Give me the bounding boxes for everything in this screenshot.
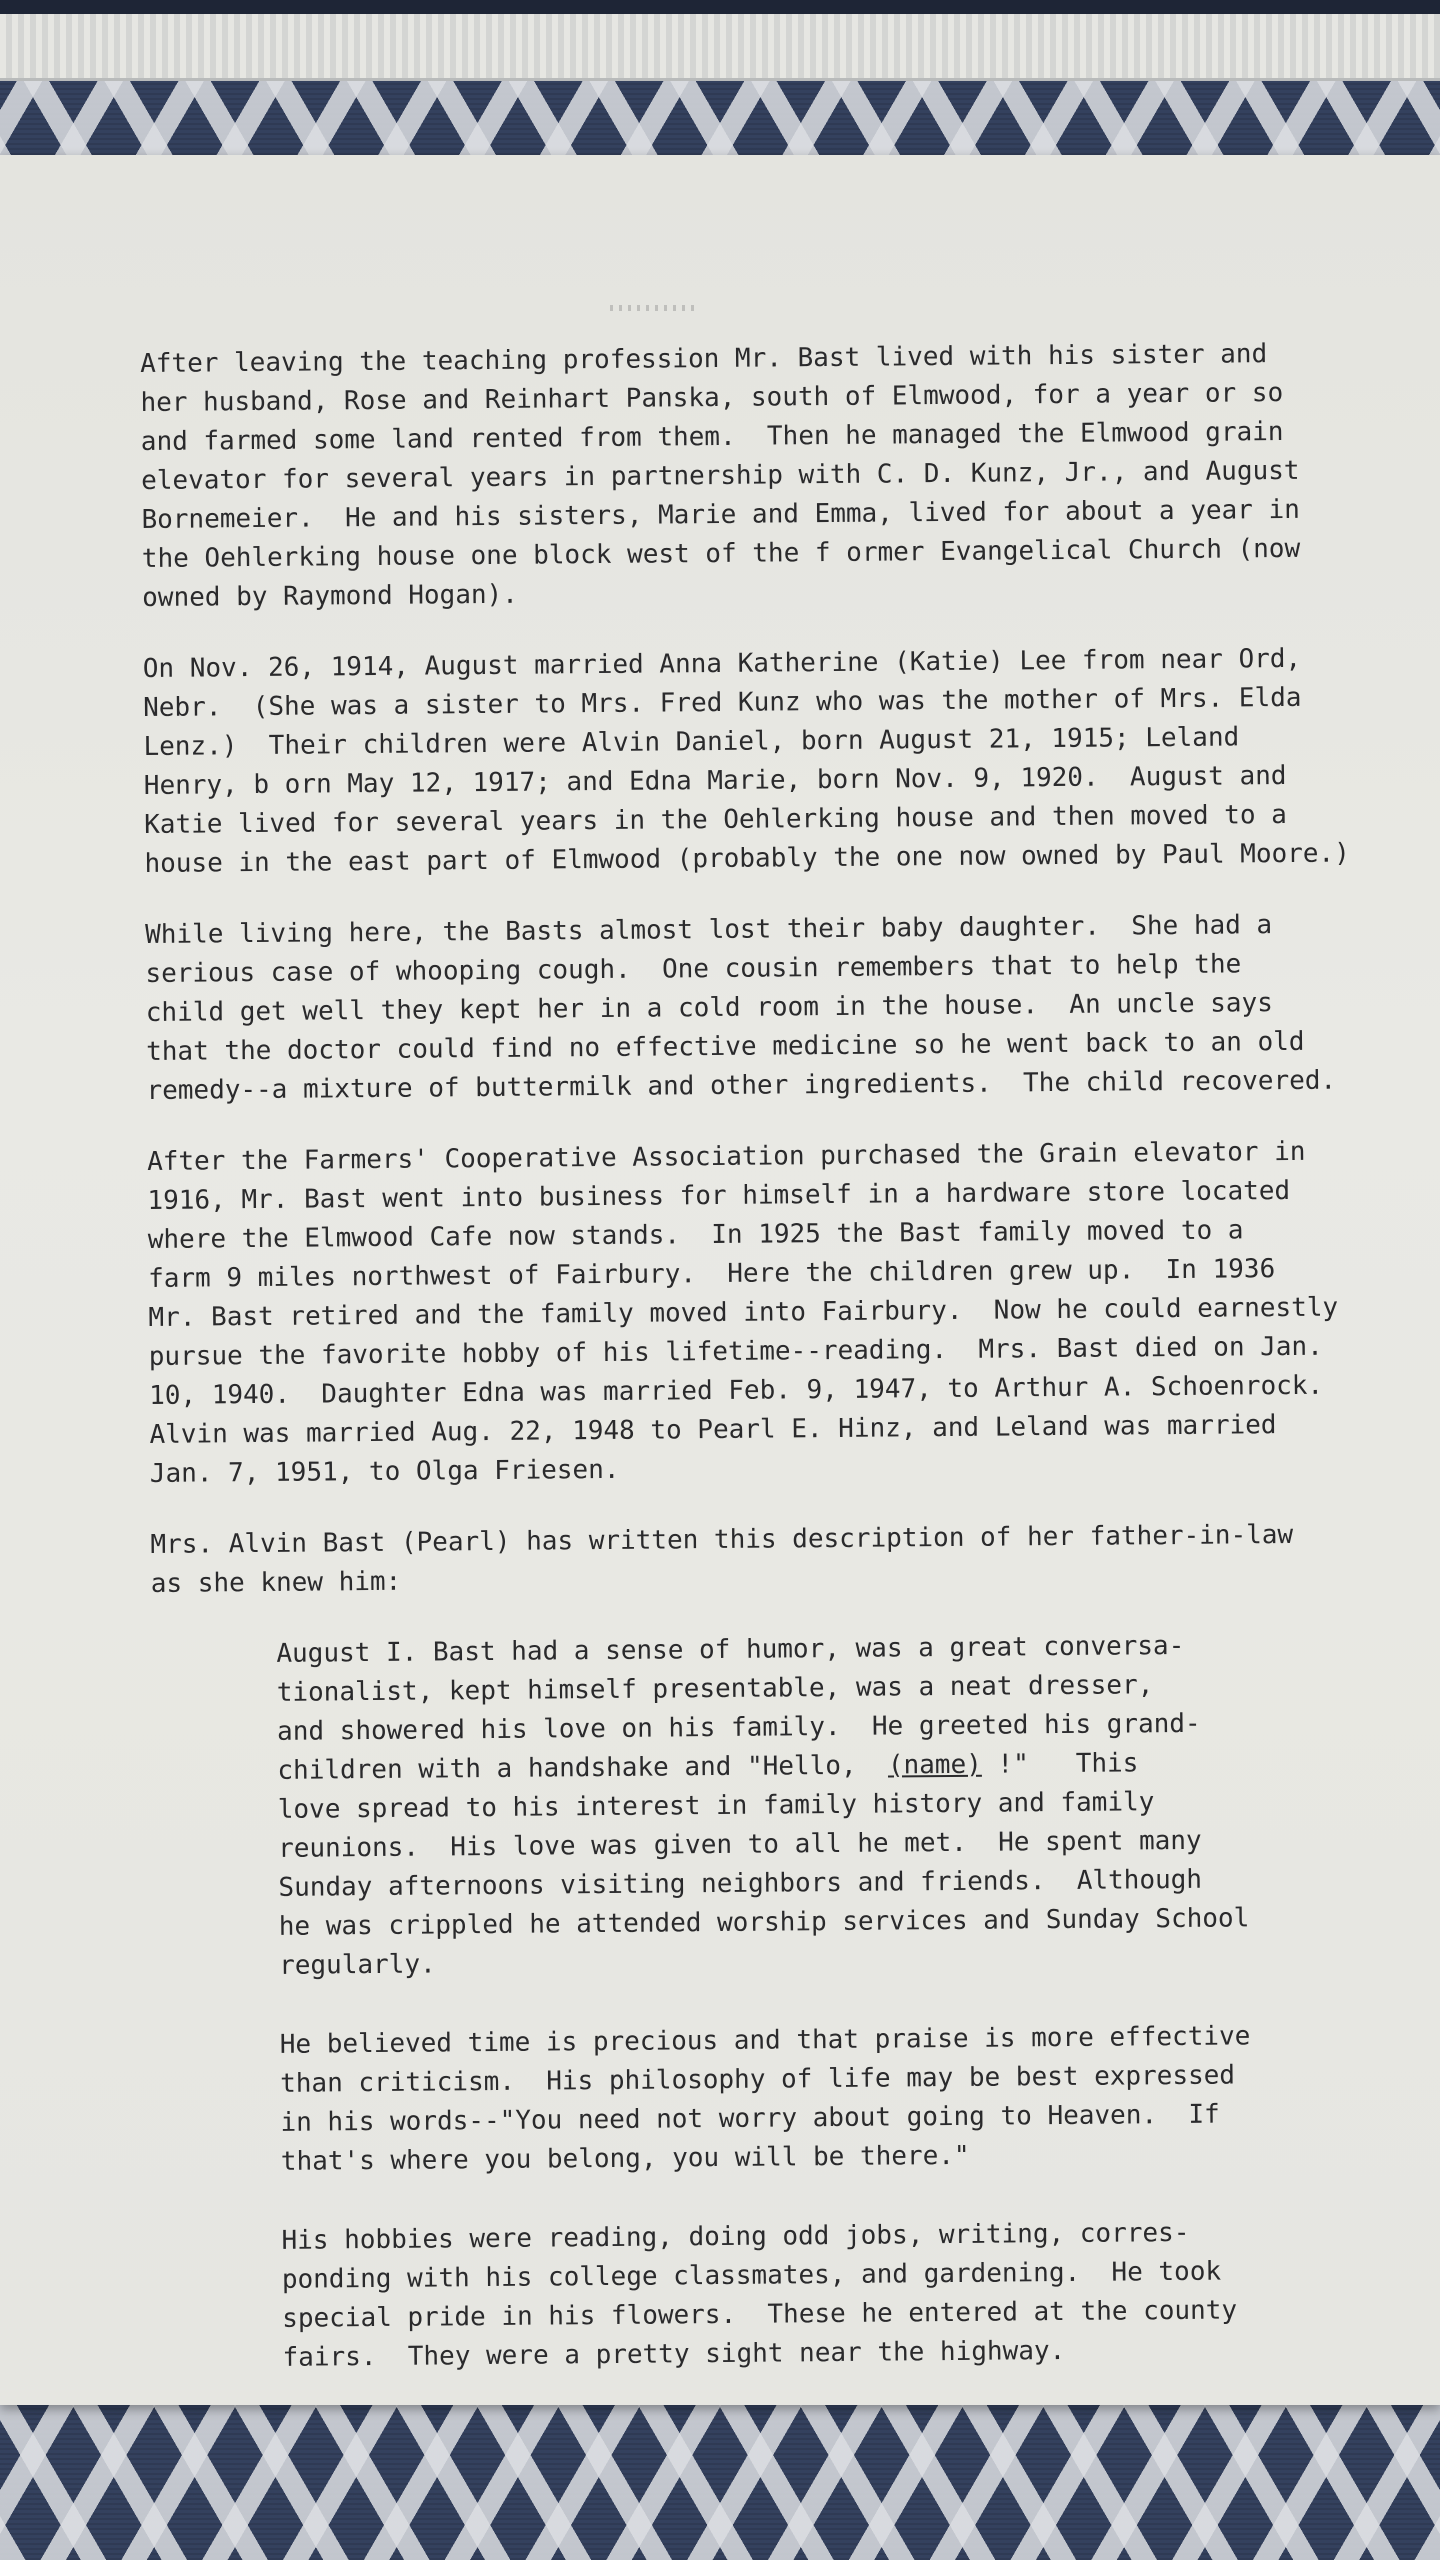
- textile-background-top: [0, 0, 1440, 180]
- paper-speck: [610, 305, 700, 311]
- text-line: After the Farmers' Cooperative Association purchased the Grain elevator in: [146, 1136, 1306, 1177]
- text-line: August I. Bast had a sense of humor, was a great conversa-: [276, 1630, 1185, 1669]
- text-line: and farmed some land rented from them. Then he managed the Elmwood grain: [140, 417, 1284, 457]
- typed-page: [0, 155, 1440, 2405]
- quote-paragraph-3: [281, 2212, 1427, 2378]
- text-line: Bornemeier. He and his sisters, Marie and Emma, lived for about a year in: [141, 494, 1300, 535]
- fabric-edge: [0, 0, 1440, 14]
- text-line: Lenz.) Their children were Alvin Daniel, born August 21, 1915; Leland: [143, 722, 1240, 762]
- quote-paragraph-1: [276, 1625, 1424, 1986]
- text-line: as she knew him:: [150, 1566, 402, 1599]
- text-line: Henry, b orn May 12, 1917; and Edna Marie, born Nov. 9, 1920. August and: [143, 761, 1287, 801]
- text-line: Mrs. Alvin Bast (Pearl) has written this description of her father-in-law: [150, 1519, 1294, 1560]
- text-line: special pride in his flowers. These he entered at the county: [282, 2295, 1238, 2334]
- text-line: owned by Raymond Hogan).: [142, 579, 519, 613]
- paragraph-3: [145, 905, 1417, 1111]
- text-line: Jan. 7, 1951, to Olga Friesen.: [149, 1454, 620, 1489]
- paragraph-4: [147, 1132, 1420, 1494]
- text-line: 1916, Mr. Bast went into business for himself in a hardware store located: [147, 1175, 1291, 1216]
- text-line: regularly.: [279, 1949, 436, 1981]
- text-line: pursue the favorite hobby of his lifetime--reading. Mrs. Bast died on Jan.: [148, 1331, 1323, 1372]
- text-line: His hobbies were reading, doing odd jobs, writing, corres-: [281, 2217, 1190, 2256]
- text-line: than criticism. His philosophy of life may be best expressed: [280, 2060, 1236, 2099]
- text-line: Katie lived for several years in the Oehlerking house and then moved to a: [144, 800, 1287, 840]
- text-line: reunions. His love was given to all he met. He spent many: [277, 1825, 1202, 1864]
- text-line: Nebr. (She was a sister to Mrs. Fred Kunz who was the mother of Mrs. Elda: [143, 682, 1302, 723]
- text-line: fairs. They were a pretty sight near the highway.: [282, 2336, 1066, 2373]
- text-line: After leaving the teaching profession Mr. Bast lived with his sister and: [140, 339, 1268, 379]
- text-line: that's where you belong, you will be there.": [280, 2140, 970, 2177]
- text-line: in his words--"You need not worry about going to Heaven. If: [280, 2099, 1220, 2138]
- quote-paragraph-2: [280, 2016, 1426, 2182]
- text-line: On Nov. 26, 1914, August married Anna Katherine (Katie) Lee from near Ord,: [142, 643, 1302, 684]
- text-line: her husband, Rose and Reinhart Panska, south of Elmwood, for a year or so: [140, 378, 1284, 418]
- paragraph-1: [140, 334, 1412, 618]
- text-line: Mr. Bast retired and the family moved into Fairbury. Now he could earnestly: [148, 1292, 1339, 1333]
- paragraph-5: [150, 1515, 1421, 1604]
- text-line: elevator for several years in partnership with C. D. Kunz, Jr., and August: [141, 455, 1300, 496]
- text-line: tionalist, kept himself presentable, was a neat dresser,: [276, 1670, 1154, 1708]
- greeting-name-blank: (name): [887, 1749, 982, 1781]
- text-line: that the doctor could find no effective medicine so he went back to an old: [146, 1026, 1305, 1067]
- block-quote: [276, 1625, 1427, 2378]
- text-line: Sunday afternoons visiting neighbors and friends. Although: [278, 1864, 1203, 1903]
- text-line: house in the east part of Elmwood (probably the one now owned by Paul Moore.): [144, 838, 1350, 879]
- text-line: and showered his love on his family. He greeted his grand-: [276, 1708, 1201, 1747]
- paragraph-2: [143, 639, 1415, 884]
- text-line: child get well they kept her in a cold room in the house. An uncle says: [145, 988, 1273, 1028]
- text-line: the Oehlerking house one block west of the f ormer Evangelical Church (now: [141, 533, 1301, 574]
- text-line: 10, 1940. Daughter Edna was married Feb. 9, 1947, to Arthur A. Schoenrock.: [149, 1370, 1324, 1411]
- text-line: He believed time is precious and that praise is more effective: [279, 2021, 1251, 2060]
- greeting-suffix: !" This: [981, 1748, 1139, 1780]
- text-line: love spread to his interest in family history and family: [277, 1787, 1155, 1825]
- text-line: where the Elmwood Cafe now stands. In 1925 the Bast family moved to a: [147, 1215, 1244, 1255]
- text-line: remedy--a mixture of buttermilk and other ingredients. The child recovered.: [146, 1065, 1337, 1106]
- text-line: serious case of whooping cough. One cousin remembers that to help the: [145, 949, 1242, 989]
- text-line: he was crippled he attended worship services and Sunday School: [278, 1903, 1250, 1942]
- greeting-prefix: children with a handshake and "Hello,: [277, 1750, 889, 1786]
- text-line: ponding with his college classmates, and gardening. He took: [281, 2256, 1222, 2295]
- text-line: farm 9 miles northwest of Fairbury. Here the children grew up. In 1936: [148, 1254, 1276, 1294]
- text-line: While living here, the Basts almost lost their baby daughter. She had a: [145, 910, 1273, 950]
- page-text: [140, 334, 1428, 2419]
- text-line: Alvin was married Aug. 22, 1948 to Pearl E. Hinz, and Leland was married: [149, 1410, 1277, 1450]
